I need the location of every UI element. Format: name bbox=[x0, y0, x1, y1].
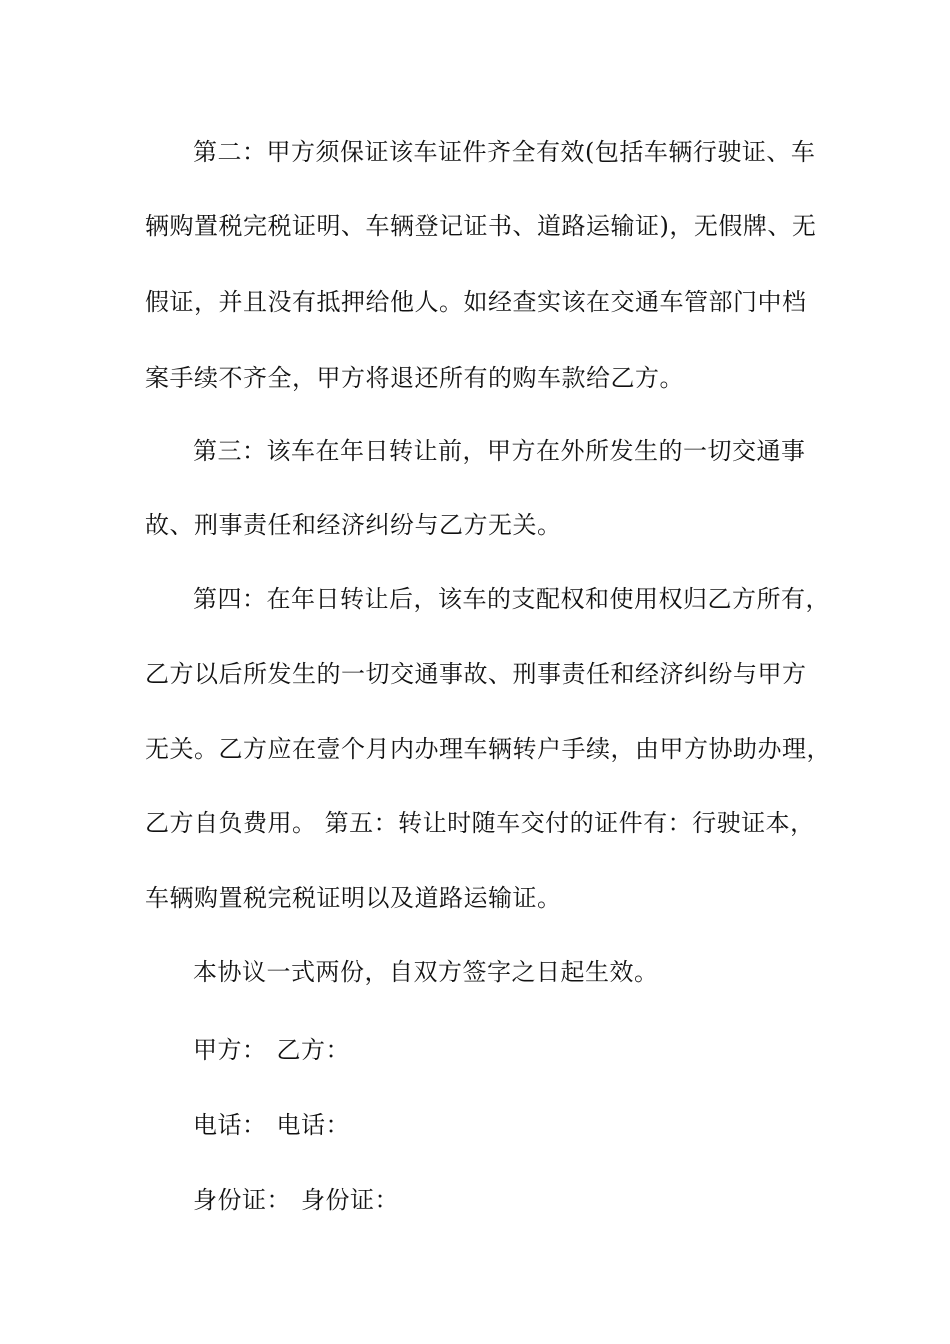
signature-id-row bbox=[193, 1184, 835, 1216]
clause-2-line-1: 第二：甲方须保证该车证件齐全有效(包括车辆行驶证、车 bbox=[193, 138, 816, 166]
clause-2-line-4: 案手续不齐全，甲方将退还所有的购车款给乙方。 bbox=[145, 364, 684, 392]
clause-3-line-2: 故、刑事责任和经济纠纷与乙方无关。 bbox=[145, 511, 562, 539]
id-b-label: 身份证： bbox=[301, 1186, 399, 1214]
clause-2-line-2: 辆购置税完税证明、车辆登记证书、道路运输证)，无假牌、无 bbox=[145, 212, 817, 240]
clause-2-line-3: 假证，并且没有抵押给他人。如经查实该在交通车管部门中档 bbox=[145, 288, 807, 316]
effect-statement: 本协议一式两份，自双方签字之日起生效。 bbox=[193, 958, 659, 986]
signature-party-row bbox=[193, 1034, 835, 1066]
clause-4-line-4: 乙方自负费用。 第五：转让时随车交付的证件有：行驶证本， bbox=[145, 809, 815, 837]
signature-phone-row bbox=[193, 1109, 835, 1141]
phone-b-label: 电话： bbox=[276, 1111, 350, 1139]
clause-4-line-3: 无关。乙方应在壹个月内办理车辆转户手续，由甲方协助办理， bbox=[145, 735, 831, 763]
phone-a-label: 电话： bbox=[193, 1111, 267, 1139]
clause-4-line-5: 车辆购置税完税证明以及道路运输证。 bbox=[145, 884, 562, 912]
clause-4-line-1: 第四：在年日转让后，该车的支配权和使用权归乙方所有， bbox=[193, 585, 830, 613]
id-a-label: 身份证： bbox=[193, 1186, 291, 1214]
party-b-label: 乙方： bbox=[276, 1036, 350, 1064]
party-a-label: 甲方： bbox=[193, 1036, 267, 1064]
clause-4-line-2: 乙方以后所发生的一切交通事故、刑事责任和经济纠纷与甲方 bbox=[145, 660, 807, 688]
clause-3-line-1: 第三：该车在年日转让前，甲方在外所发生的一切交通事 bbox=[193, 437, 806, 465]
